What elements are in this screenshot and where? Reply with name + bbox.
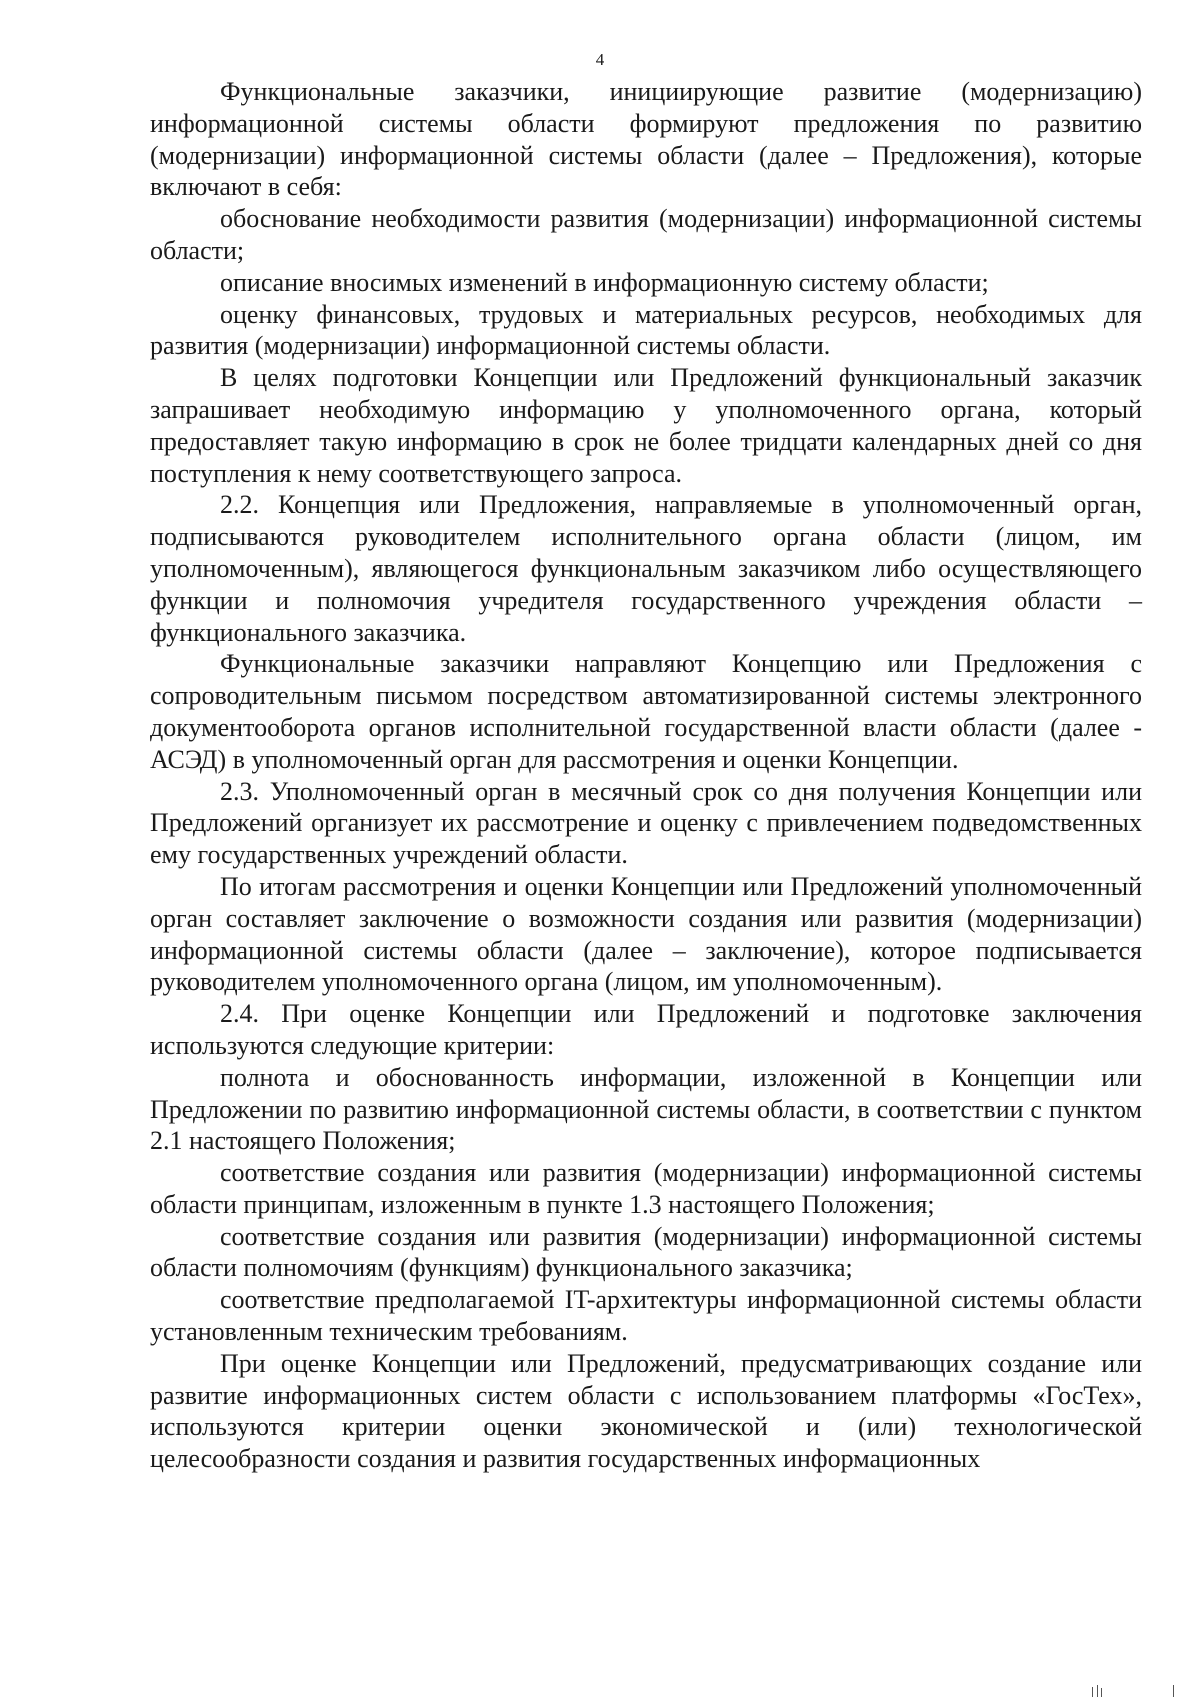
paragraph: При оценке Концепции или Предложений, предусматривающих создание или развитие информационных систем области с использованием платформы «ГосТех», используются критерии оценки экономической и (или) технологической целесообразности создания и развития государственных информационных — [150, 1348, 1142, 1474]
scan-mark — [1101, 1688, 1102, 1697]
paragraph: соответствие создания или развития (модернизации) информационной системы области принципам, изложенным в пункте 1.3 настоящего Положения; — [150, 1158, 1142, 1219]
paragraph: обоснование необходимости развития (модернизации) информационной системы области; — [150, 204, 1142, 265]
paragraph: соответствие предполагаемой IT-архитектуры информационной системы области установленным техническим требованиям. — [150, 1285, 1142, 1347]
paragraph: По итогам рассмотрения и оценки Концепции или Предложений уполномоченный орган составляет заключение о возможности создания или развития (модернизации) информационной системы области (далее – заключение), которое подписывается руководителем уполномоченного органа (лицом, им уполномоченным). — [150, 871, 1142, 997]
paragraph: соответствие создания или развития (модернизации) информационной системы области полномочиям (функциям) функционального заказчика; — [150, 1221, 1142, 1283]
paragraph: 2.4. При оценке Концепции или Предложений и подготовке заключения используются следующие критерии: — [150, 999, 1142, 1060]
paragraph: описание вносимых изменений в информационную систему области; — [220, 267, 989, 297]
paragraph: Функциональные заказчики, инициирующие развитие (модернизацию) информационной системы области формируют предложения по развитию (модернизации) информационной системы области (далее – Предложения), которые включают в себя: — [150, 77, 1142, 202]
scan-mark — [1092, 1687, 1093, 1697]
scan-mark — [1173, 1685, 1174, 1697]
scan-artifact-marks — [1090, 1680, 1180, 1697]
scan-mark — [1097, 1685, 1098, 1697]
page-number: 4 — [595, 50, 605, 69]
paragraph: оценку финансовых, трудовых и материальных ресурсов, необходимых для развития (модернизации) информационной системы области. — [150, 299, 1142, 361]
paragraph: 2.3. Уполномоченный орган в месячный срок со дня получения Концепции или Предложений организует их рассмотрение и оценку с привлечением подведомственных ему государственных учреждений области. — [150, 776, 1142, 870]
paragraph: полнота и обоснованность информации, изложенной в Концепции или Предложении по развитию информационной системы области, в соответствии с пунктом 2.1 настоящего Положения; — [150, 1062, 1142, 1156]
paragraph: 2.2. Концепция или Предложения, направляемые в уполномоченный орган, подписываются руководителем исполнительного органа области (лицом, им уполномоченным), являющегося функциональным заказчиком либо осуществляющего функции и полномочия учредителя государственного учреждения области – функционального заказчика. — [150, 490, 1142, 647]
document-body — [150, 76, 1142, 1475]
paragraph: Функциональные заказчики направляют Концепцию или Предложения с сопроводительным письмом посредством автоматизированной системы электронного документооборота органов исполнительной государственной власти области (далее - АСЭД) в уполномоченный орган для рассмотрения и оценки Концепции. — [150, 649, 1142, 774]
paragraph: В целях подготовки Концепции или Предложений функциональный заказчик запрашивает необходимую информацию у уполномоченного органа, который предоставляет такую информацию в срок не более тридцати календарных дней со дня поступления к нему соответствующего запроса. — [150, 363, 1142, 488]
